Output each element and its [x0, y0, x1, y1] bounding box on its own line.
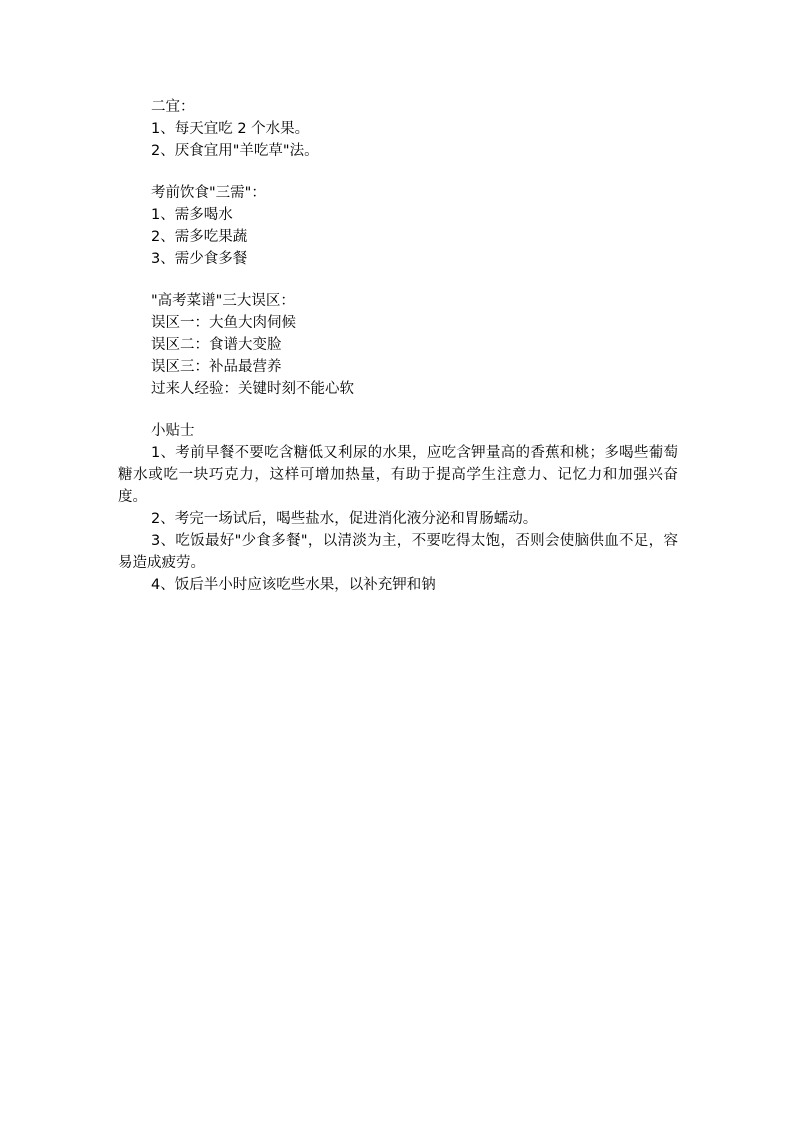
list-item: 误区二：食谱大变脸	[151, 337, 282, 353]
tips-paragraph: 3、吃饭最好"少食多餐"，以清淡为主，不要吃得太饱，否则会使脑供血不足，容易造成疲劳。	[118, 533, 678, 571]
list-item: 1、需多喝水	[151, 207, 233, 223]
spacer	[118, 270, 678, 290]
list-item: 误区一：大鱼大肉伺候	[151, 315, 296, 331]
tips-heading: 小贴士	[151, 423, 195, 439]
tips-paragraph: 4、饭后半小时应该吃些水果，以补充钾和钠	[151, 577, 436, 593]
section-heading-three-mistakes: "高考菜谱"三大误区：	[151, 293, 295, 309]
list-item: 1、每天宜吃 2 个水果。	[151, 121, 310, 137]
list-item: 2、需多吃果蔬	[151, 229, 248, 245]
list-item: 3、需少食多餐	[151, 251, 248, 267]
list-item: 2、厌食宜用"羊吃草"法。	[151, 143, 319, 159]
list-item: 过来人经验：关键时刻不能心软	[151, 381, 354, 397]
spacer	[118, 162, 678, 182]
document-body	[118, 96, 678, 596]
list-item: 误区三：补品最营养	[151, 359, 282, 375]
tips-paragraph: 2、考完一场试后，喝些盐水，促进消化液分泌和胃肠蠕动。	[151, 511, 538, 527]
tips-paragraph: 1、考前早餐不要吃含糖低又利尿的水果，应吃含钾量高的香蕉和桃；多喝些葡萄糖水或吃一块巧克力，这样可增加热量，有助于提高学生注意力、记忆力和加强兴奋度。	[118, 445, 678, 505]
section-heading-two-suitables: 二宜：	[151, 99, 195, 115]
section-heading-three-needs: 考前饮食"三需"：	[151, 185, 266, 201]
spacer	[118, 400, 678, 420]
